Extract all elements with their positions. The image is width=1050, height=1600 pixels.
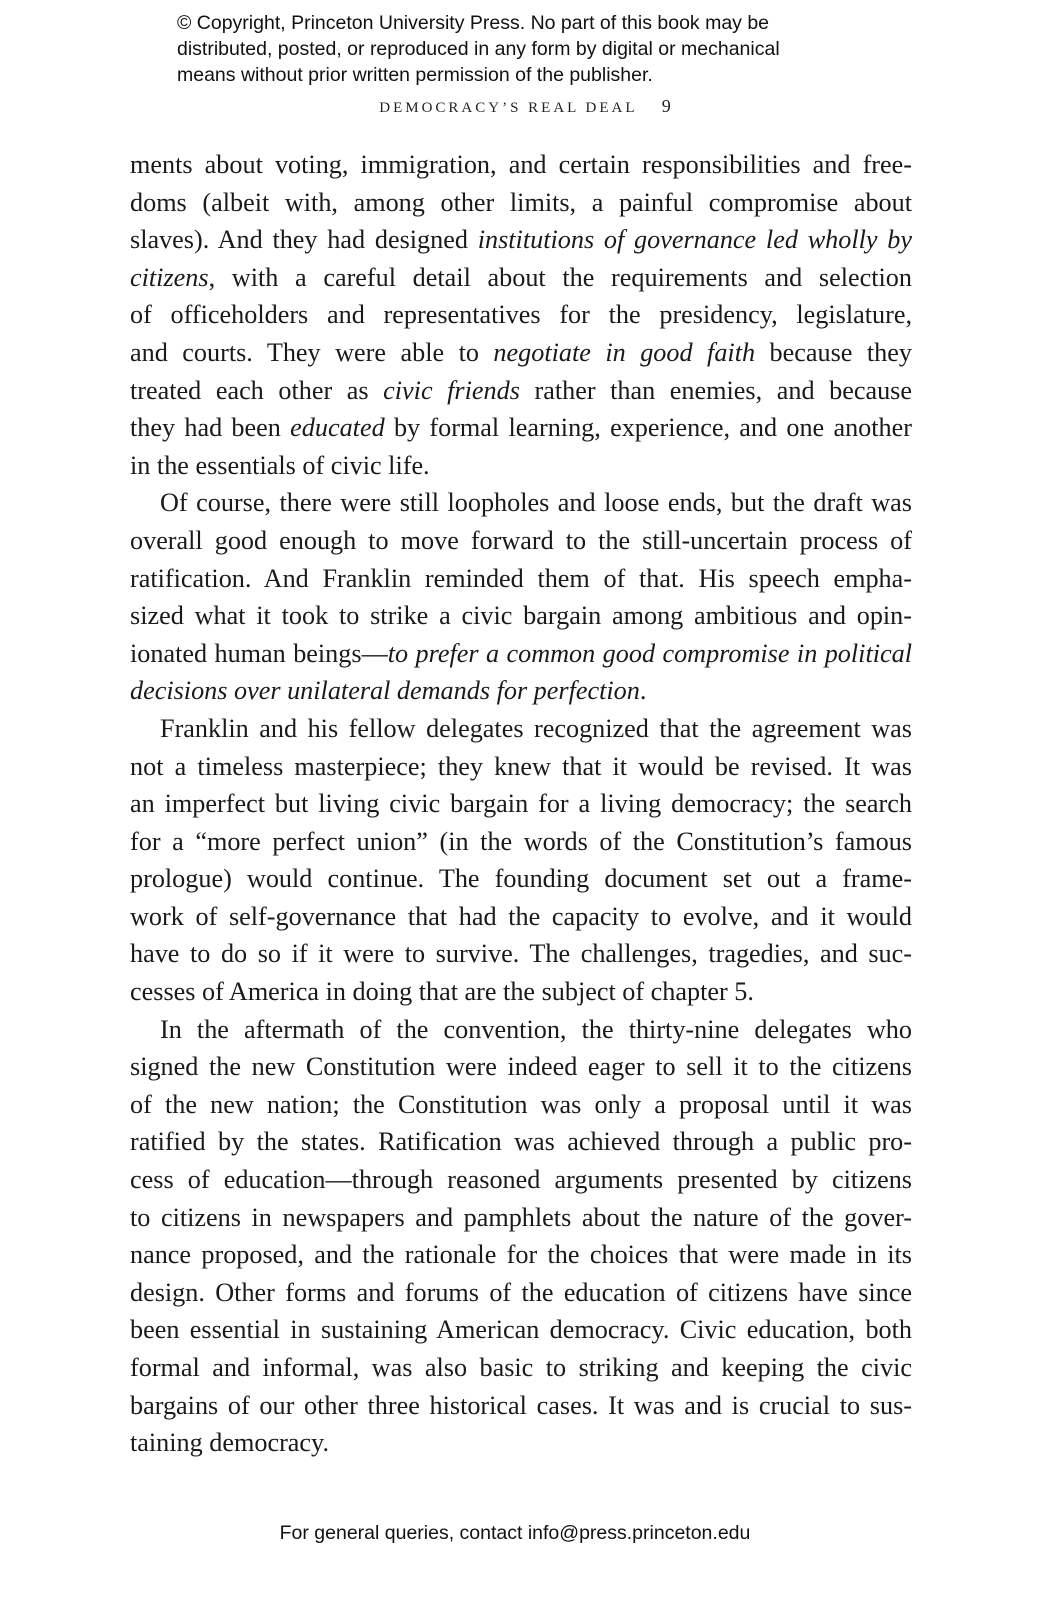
body-text xyxy=(130,146,912,1462)
text-line xyxy=(130,1424,912,1462)
text-line xyxy=(130,259,912,297)
text-run: cesses of America in doing that are the subject of chapter 5. xyxy=(130,977,754,1007)
text-run: for a “more perfect union” (in the words of the Constitution’s famous xyxy=(130,826,912,856)
text-line xyxy=(130,898,912,936)
text-run: of the new nation; the Constitution was only a proposal until it was xyxy=(130,1089,912,1119)
text-line xyxy=(130,1274,912,1312)
text-line xyxy=(130,710,912,748)
text-line xyxy=(130,560,912,598)
text-run: by formal learning, experience, and one another xyxy=(384,413,912,443)
text-run: sized what it took to strike a civic bargain among ambitious and opin- xyxy=(130,601,912,631)
text-run: in the essentials of civic life. xyxy=(130,450,430,480)
italic-text: negotiate in good faith xyxy=(493,337,756,367)
text-line xyxy=(130,785,912,823)
text-line xyxy=(130,635,912,673)
text-line xyxy=(130,1311,912,1349)
text-run: overall good enough to move forward to the still-uncertain process of xyxy=(130,525,912,555)
text-run: to citizens in newspapers and pamphlets about the nature of the gover- xyxy=(130,1202,912,1232)
text-run: formal and informal, was also basic to striking and keeping the civic xyxy=(130,1353,912,1382)
text-run: treated each other as xyxy=(130,375,384,405)
italic-text: citizens xyxy=(130,262,209,292)
text-line xyxy=(130,221,912,259)
text-run: . xyxy=(639,676,647,706)
italic-text: decisions over unilateral demands for perfection xyxy=(130,676,640,706)
text-run: ionated human beings— xyxy=(130,638,388,668)
text-run: rather than enemies, and because xyxy=(519,375,912,405)
text-line xyxy=(130,409,912,447)
text-line xyxy=(130,1123,912,1161)
text-run: bargains of our other three historical cases. It was and is crucial to sus- xyxy=(130,1390,912,1420)
text-line xyxy=(130,334,912,372)
copyright-notice xyxy=(177,10,877,88)
italic-text: to prefer a common good compromise in political xyxy=(387,638,912,668)
text-run: because they xyxy=(755,337,912,367)
text-run: nance proposed, and the rationale for the choices that were made in its xyxy=(130,1240,912,1270)
footer-contact: For general queries, contact info@press.princeton.edu xyxy=(279,1522,751,1544)
text-run: , with a careful detail about the requirements and selection xyxy=(208,262,912,292)
text-line xyxy=(130,973,912,1011)
italic-text: civic friends xyxy=(383,375,520,405)
text-run: they had been xyxy=(130,413,291,443)
running-head-title: DEMOCRACY’S REAL DEAL xyxy=(379,100,637,116)
text-run: doms (albeit with, among other limits, a painful compromise about xyxy=(130,187,912,217)
text-run: design. Other forms and forums of the education of citizens have since xyxy=(130,1277,912,1307)
text-run: have to do so if it were to survive. The challenges, tragedies, and suc- xyxy=(130,939,912,969)
text-run: prologue) would continue. The founding document set out a frame- xyxy=(130,864,912,894)
paragraph xyxy=(130,146,912,484)
text-run: not a timeless masterpiece; they knew that it would be revised. It was xyxy=(130,751,912,781)
text-line xyxy=(130,860,912,898)
text-line xyxy=(130,672,912,710)
text-line xyxy=(130,597,912,635)
text-run: signed the new Constitution were indeed eager to sell it to the citizens xyxy=(130,1052,912,1082)
text-run: of officeholders and representatives for the presidency, legislature, xyxy=(130,300,912,330)
text-run: been essential in sustaining American democracy. Civic education, both xyxy=(130,1315,912,1345)
text-run: ratified by the states. Ratification was achieved through a public pro- xyxy=(130,1127,912,1157)
text-run: Of course, there were still loopholes and loose ends, but the draft was xyxy=(160,488,912,518)
text-line xyxy=(130,484,912,522)
copyright-line: © Copyright, Princeton University Press. No part of this book may be xyxy=(177,12,770,34)
text-line xyxy=(130,1199,912,1237)
text-line xyxy=(130,372,912,410)
copyright-line: distributed, posted, or reproduced in any form by digital or mechanical xyxy=(177,38,780,60)
text-line xyxy=(130,522,912,560)
text-line xyxy=(130,1387,912,1425)
text-line xyxy=(130,447,912,485)
copyright-line: means without prior written permission of the publisher. xyxy=(177,64,653,86)
text-line xyxy=(130,1349,912,1387)
text-run: slaves). And they had designed xyxy=(130,225,478,255)
text-line xyxy=(130,823,912,861)
text-line xyxy=(130,748,912,786)
text-run: ments about voting, immigration, and certain responsibilities and free- xyxy=(130,150,912,179)
text-line xyxy=(130,146,912,184)
text-run: and courts. They were able to xyxy=(130,337,494,367)
paragraph xyxy=(130,484,912,710)
text-line xyxy=(130,184,912,222)
text-line xyxy=(130,1236,912,1274)
italic-text: educated xyxy=(290,413,385,443)
text-run: work of self-governance that had the capacity to evolve, and it would xyxy=(130,901,912,931)
page-number: 9 xyxy=(661,96,671,116)
text-line xyxy=(130,935,912,973)
text-line xyxy=(130,1086,912,1124)
text-run: an imperfect but living civic bargain for a living democracy; the search xyxy=(130,789,912,819)
text-run: taining democracy. xyxy=(130,1428,329,1458)
text-line xyxy=(130,296,912,334)
text-run: In the aftermath of the convention, the thirty-nine delegates who xyxy=(160,1014,912,1044)
text-line xyxy=(130,1161,912,1199)
text-line xyxy=(130,1048,912,1086)
italic-text: institutions of governance led wholly by xyxy=(477,225,912,255)
text-run: ratification. And Franklin reminded them of that. His speech empha- xyxy=(130,563,912,593)
text-run: cess of education—through reasoned arguments presented by citizens xyxy=(130,1165,912,1195)
running-head xyxy=(0,96,1050,117)
paragraph xyxy=(130,710,912,1011)
text-run: Franklin and his fellow delegates recognized that the agreement was xyxy=(160,713,912,743)
text-line xyxy=(130,1011,912,1049)
paragraph xyxy=(130,1011,912,1462)
